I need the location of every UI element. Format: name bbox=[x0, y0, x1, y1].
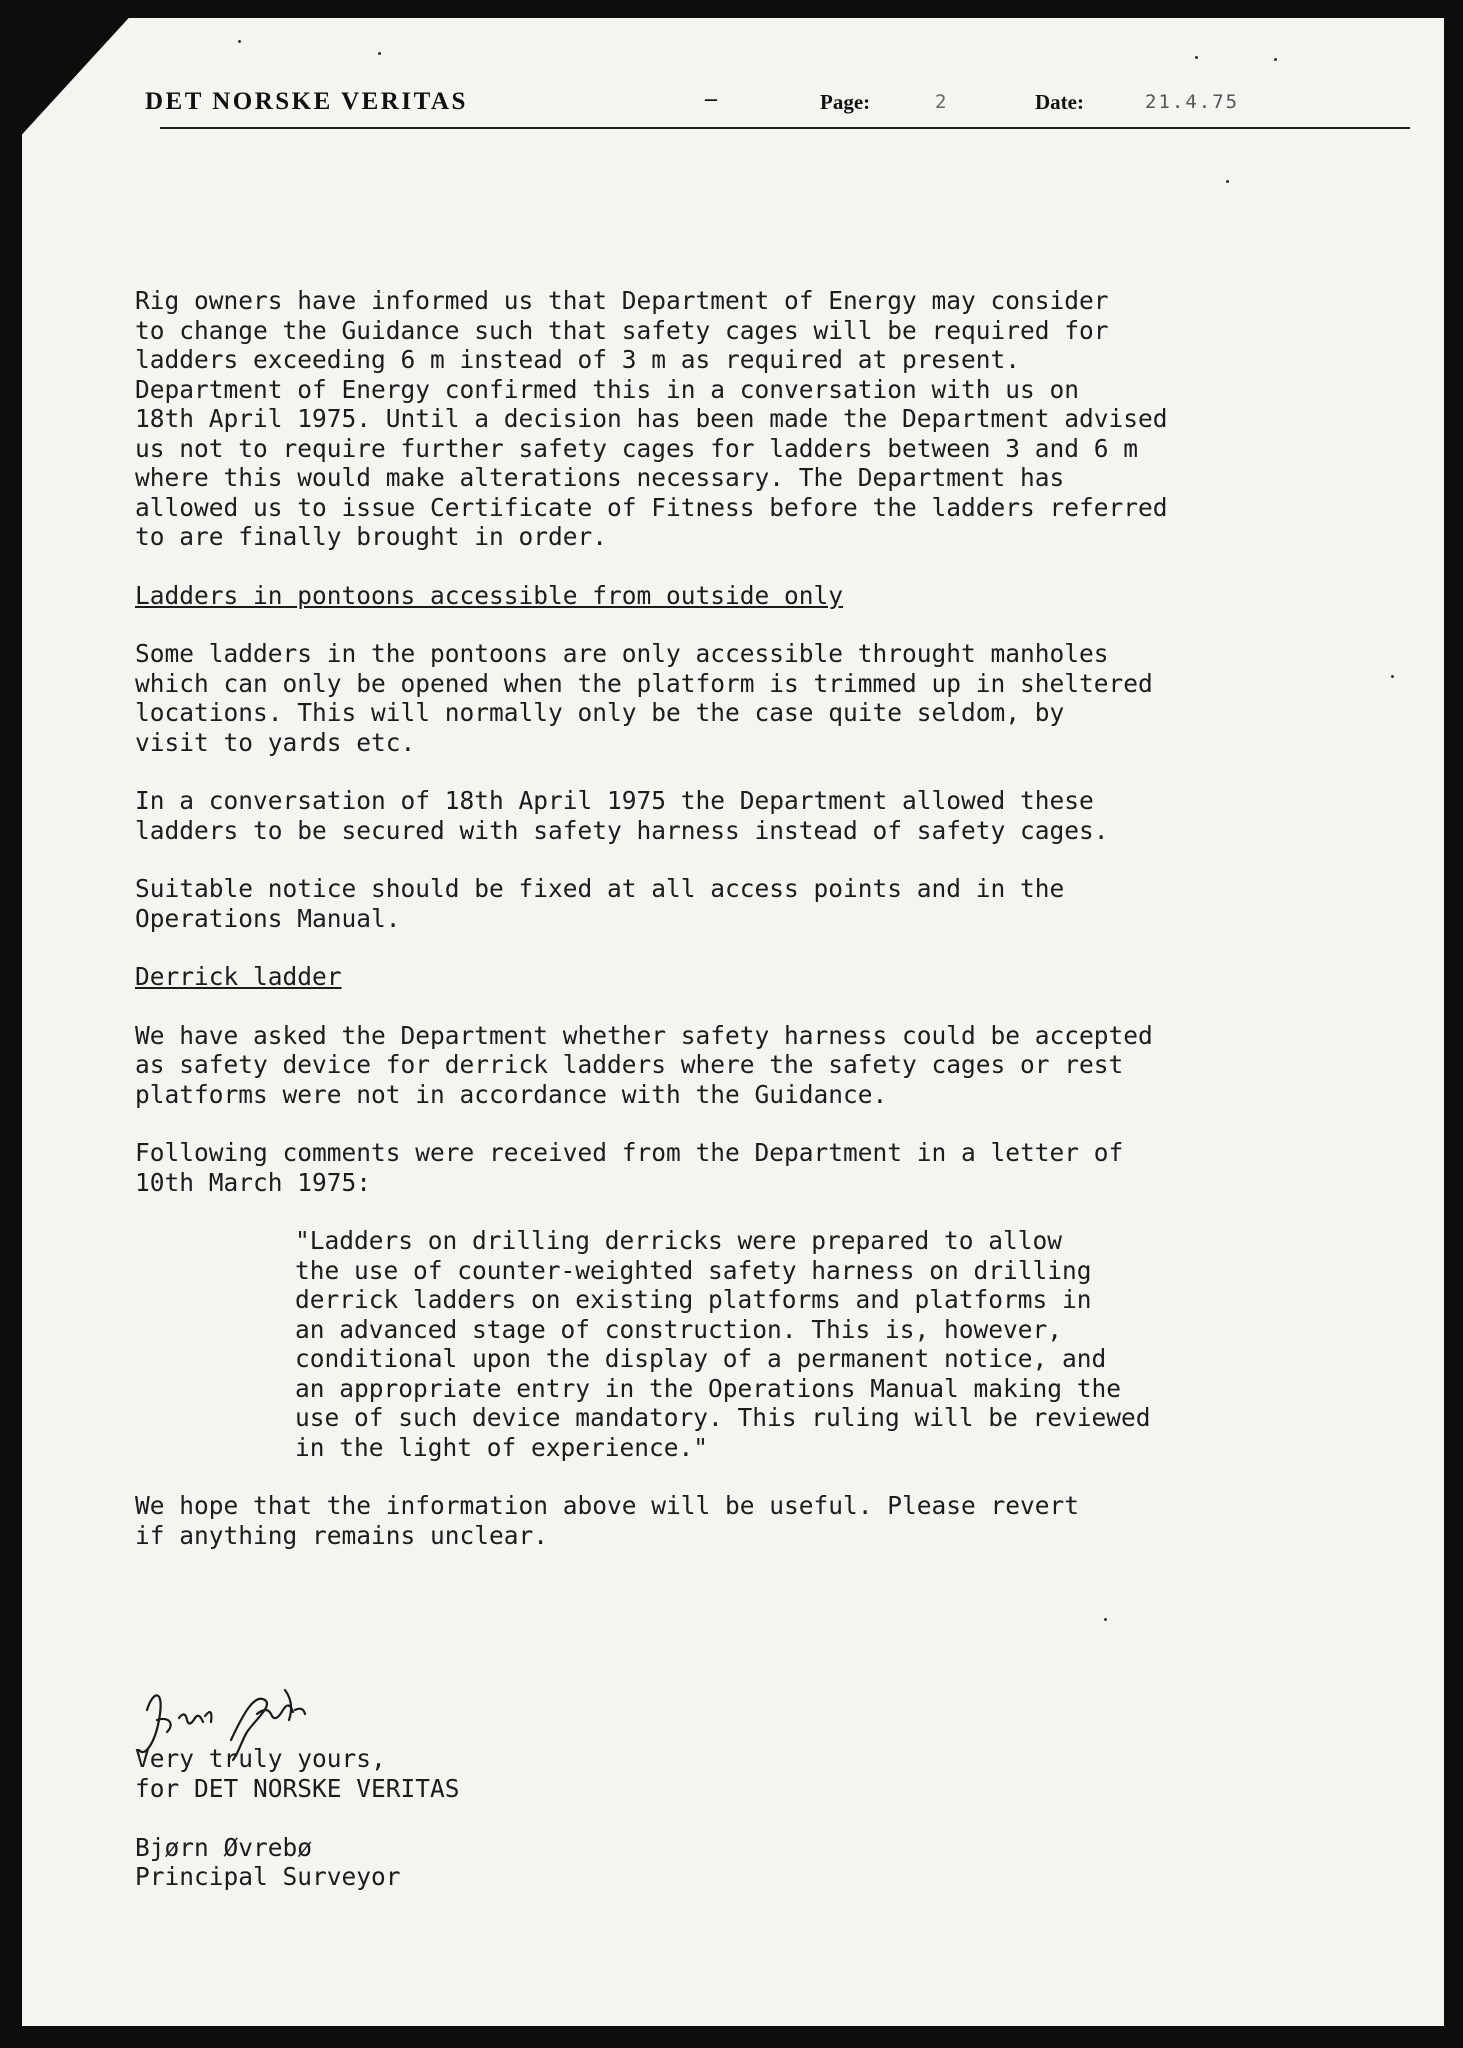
paper-speck bbox=[1274, 58, 1277, 61]
paragraph-comments-intro: Following comments were received from the Department in a letter of 10th March 1975: bbox=[135, 1138, 1124, 1197]
page-number: 2 bbox=[935, 91, 947, 113]
paper-speck bbox=[1391, 675, 1394, 678]
section-heading-derrick-ladder: Derrick ladder bbox=[135, 962, 342, 991]
paper-speck bbox=[1104, 1618, 1107, 1621]
section-heading-pontoon-ladders: Ladders in pontoons accessible from outside only bbox=[135, 580, 844, 610]
signoff-block: Very truly yours, for DET NORSKE VERITAS Bjørn Øvrebø Principal Surveyor bbox=[135, 1744, 460, 1891]
date-label: Date: bbox=[1035, 90, 1084, 114]
department-quote: "Ladders on drilling derricks were prepared to allow the use of counter-weighted safety harness on drilling derrick ladders on existing platforms and platforms in an advanced stage of construction. This is, however, conditional upon the display of a permanent notice, and an appropriate entry in the Operations Manual making the use of such device mandatory. This ruling will be reviewed in the light of experience." bbox=[295, 1226, 1151, 1462]
paper-speck bbox=[1226, 180, 1229, 183]
letter-body bbox=[135, 286, 1405, 1550]
paper-speck bbox=[378, 52, 381, 55]
paragraph-harness-allowed: In a conversation of 18th April 1975 the Department allowed these ladders to be secured with safety harness instead of safety cages. bbox=[135, 786, 1109, 845]
paragraph-guidance-change: Rig owners have informed us that Department of Energy may consider to change the Guidance such that safety cages will be required for ladders exceeding 6 m instead of 3 m as required at present. Department of Energy confirmed this in a conversation with us on 18th April 1975. Until a decision has been made the Department advised us not to require further safety cages for ladders between 3 and 6 m where this would make alterations necessary. The Department has allowed us to issue Certificate of Fitness before the ladders referred to are finally brought in order. bbox=[135, 286, 1168, 551]
letterhead bbox=[145, 86, 1405, 126]
page-label: Page: bbox=[820, 90, 871, 114]
header-separator: – bbox=[705, 86, 717, 112]
organization-name: DET NORSKE VERITAS bbox=[145, 88, 468, 115]
header-rule bbox=[160, 127, 1410, 129]
paper-speck bbox=[1195, 56, 1198, 59]
date-value: 21.4.75 bbox=[1145, 91, 1240, 113]
paragraph-pontoon-access: Some ladders in the pontoons are only accessible throught manholes which can only be opened when the platform is trimmed up in sheltered locations. This will normally only be the case quite seldom, by visit to yards etc. bbox=[135, 639, 1153, 757]
paragraph-closing: We hope that the information above will be useful. Please revert if anything remains unclear. bbox=[135, 1491, 1080, 1550]
paragraph-notice: Suitable notice should be fixed at all access points and in the Operations Manual. bbox=[135, 874, 1065, 933]
paragraph-derrick-question: We have asked the Department whether safety harness could be accepted as safety device for derrick ladders where the safety cages or rest platforms were not in accordance with the Guidance. bbox=[135, 1020, 1153, 1109]
handwritten-signature bbox=[135, 1680, 365, 1770]
paper-speck bbox=[238, 40, 241, 43]
